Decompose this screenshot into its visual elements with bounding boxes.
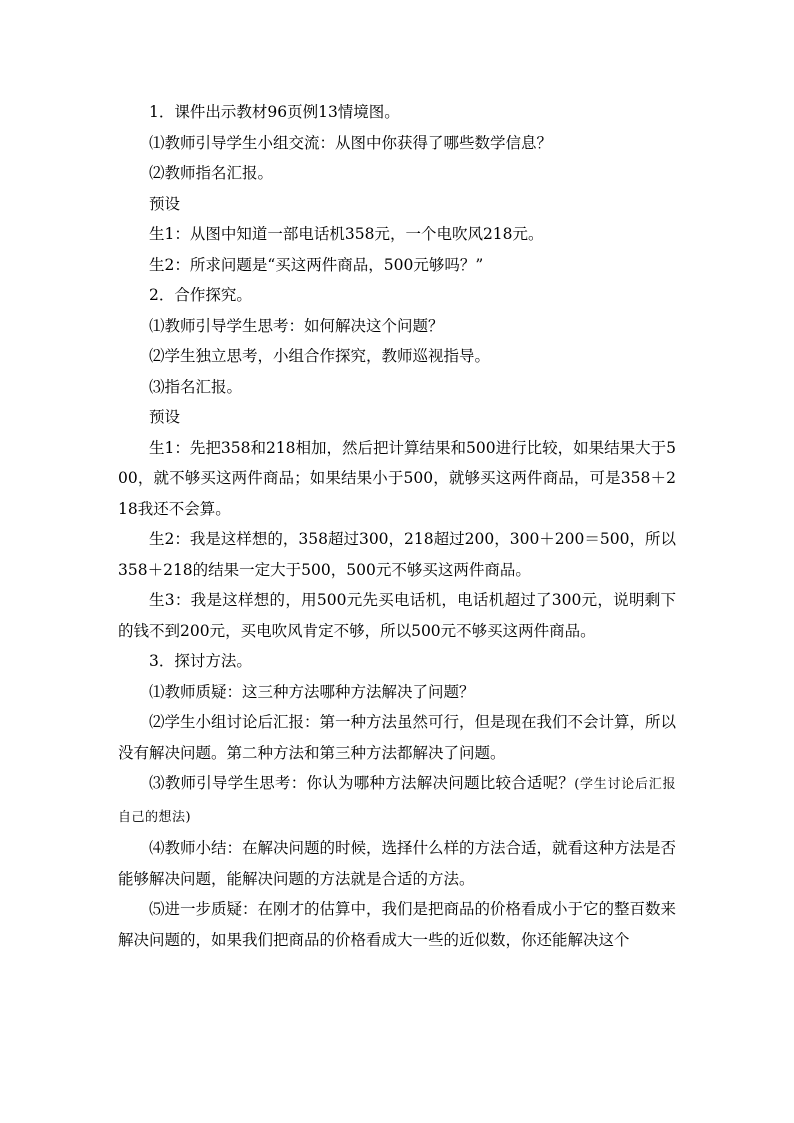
paragraph: ⑷教师小结：在解决问题的时候，选择什么样的方法合适，就看这种方法是否能够解决问题，能解决问题的方法就是合适的方法。: [118, 839, 677, 888]
paragraph: 生2：我是这样想的，358超过300，218超过200，300＋200＝500，所以358＋218的结果一定大于500，500元不够买这两件商品。: [118, 530, 676, 579]
paragraph: 生2：所求问题是“买这两件商品，500元够吗？”: [149, 255, 484, 274]
paragraph: 生1：从图中知道一部电话机358元，一个电吹风218元。: [149, 225, 544, 243]
paragraph: 预设: [149, 408, 181, 426]
paragraph: ⑴教师引导学生小组交流：从图中你获得了哪些数学信息？: [149, 133, 553, 152]
inline-note: (学生讨论后汇报自己的想法): [118, 777, 676, 825]
paragraph: 3．探讨方法。: [149, 652, 252, 670]
paragraph: ⑸进一步质疑：在刚才的估算中，我们是把商品的价格看成小于它的整百数来解决问题的，如果我们把商品的价格看成大一些的近似数，你还能解决这个: [118, 900, 677, 949]
paragraph: ⑵学生独立思考，小组合作探究，教师巡视指导。: [149, 347, 491, 365]
paragraph-text: ⑶教师引导学生思考：你认为哪种方法解决问题比较合适呢？: [149, 774, 575, 792]
paragraph: ⑵学生小组讨论后汇报：第一种方法虽然可行，但是现在我们不会计算，所以没有解决问题。第二种方法和第三种方法都解决了问题。: [118, 713, 677, 762]
paragraph: ⑴教师引导学生思考：如何解决这个问题？: [149, 316, 444, 335]
paragraph: 预设: [149, 194, 181, 213]
paragraph: 1．课件出示教材96页例13情境图。: [149, 103, 400, 121]
paragraph: 生3：我是这样想的，用500元先买电话机，电话机超过了300元，说明剩下的钱不到200元，买电吹风肯定不够，所以500元不够买这两件商品。: [118, 591, 676, 640]
paragraph: 2．合作探究。: [149, 286, 252, 304]
paragraph: ⑵教师指名汇报。: [149, 164, 274, 182]
paragraph: 生1：先把358和218相加，然后把计算结果和500进行比较，如果结果大于500，就不够买这两件商品；如果结果小于500，就够买这两件商品，可是358＋218我还不会算。: [118, 438, 676, 518]
paragraph: ⑴教师质疑：这三种方法哪种方法解决了问题？: [149, 682, 475, 701]
paragraph: ⑶指名汇报。: [149, 377, 243, 396]
paragraph-with-note: [118, 768, 676, 833]
